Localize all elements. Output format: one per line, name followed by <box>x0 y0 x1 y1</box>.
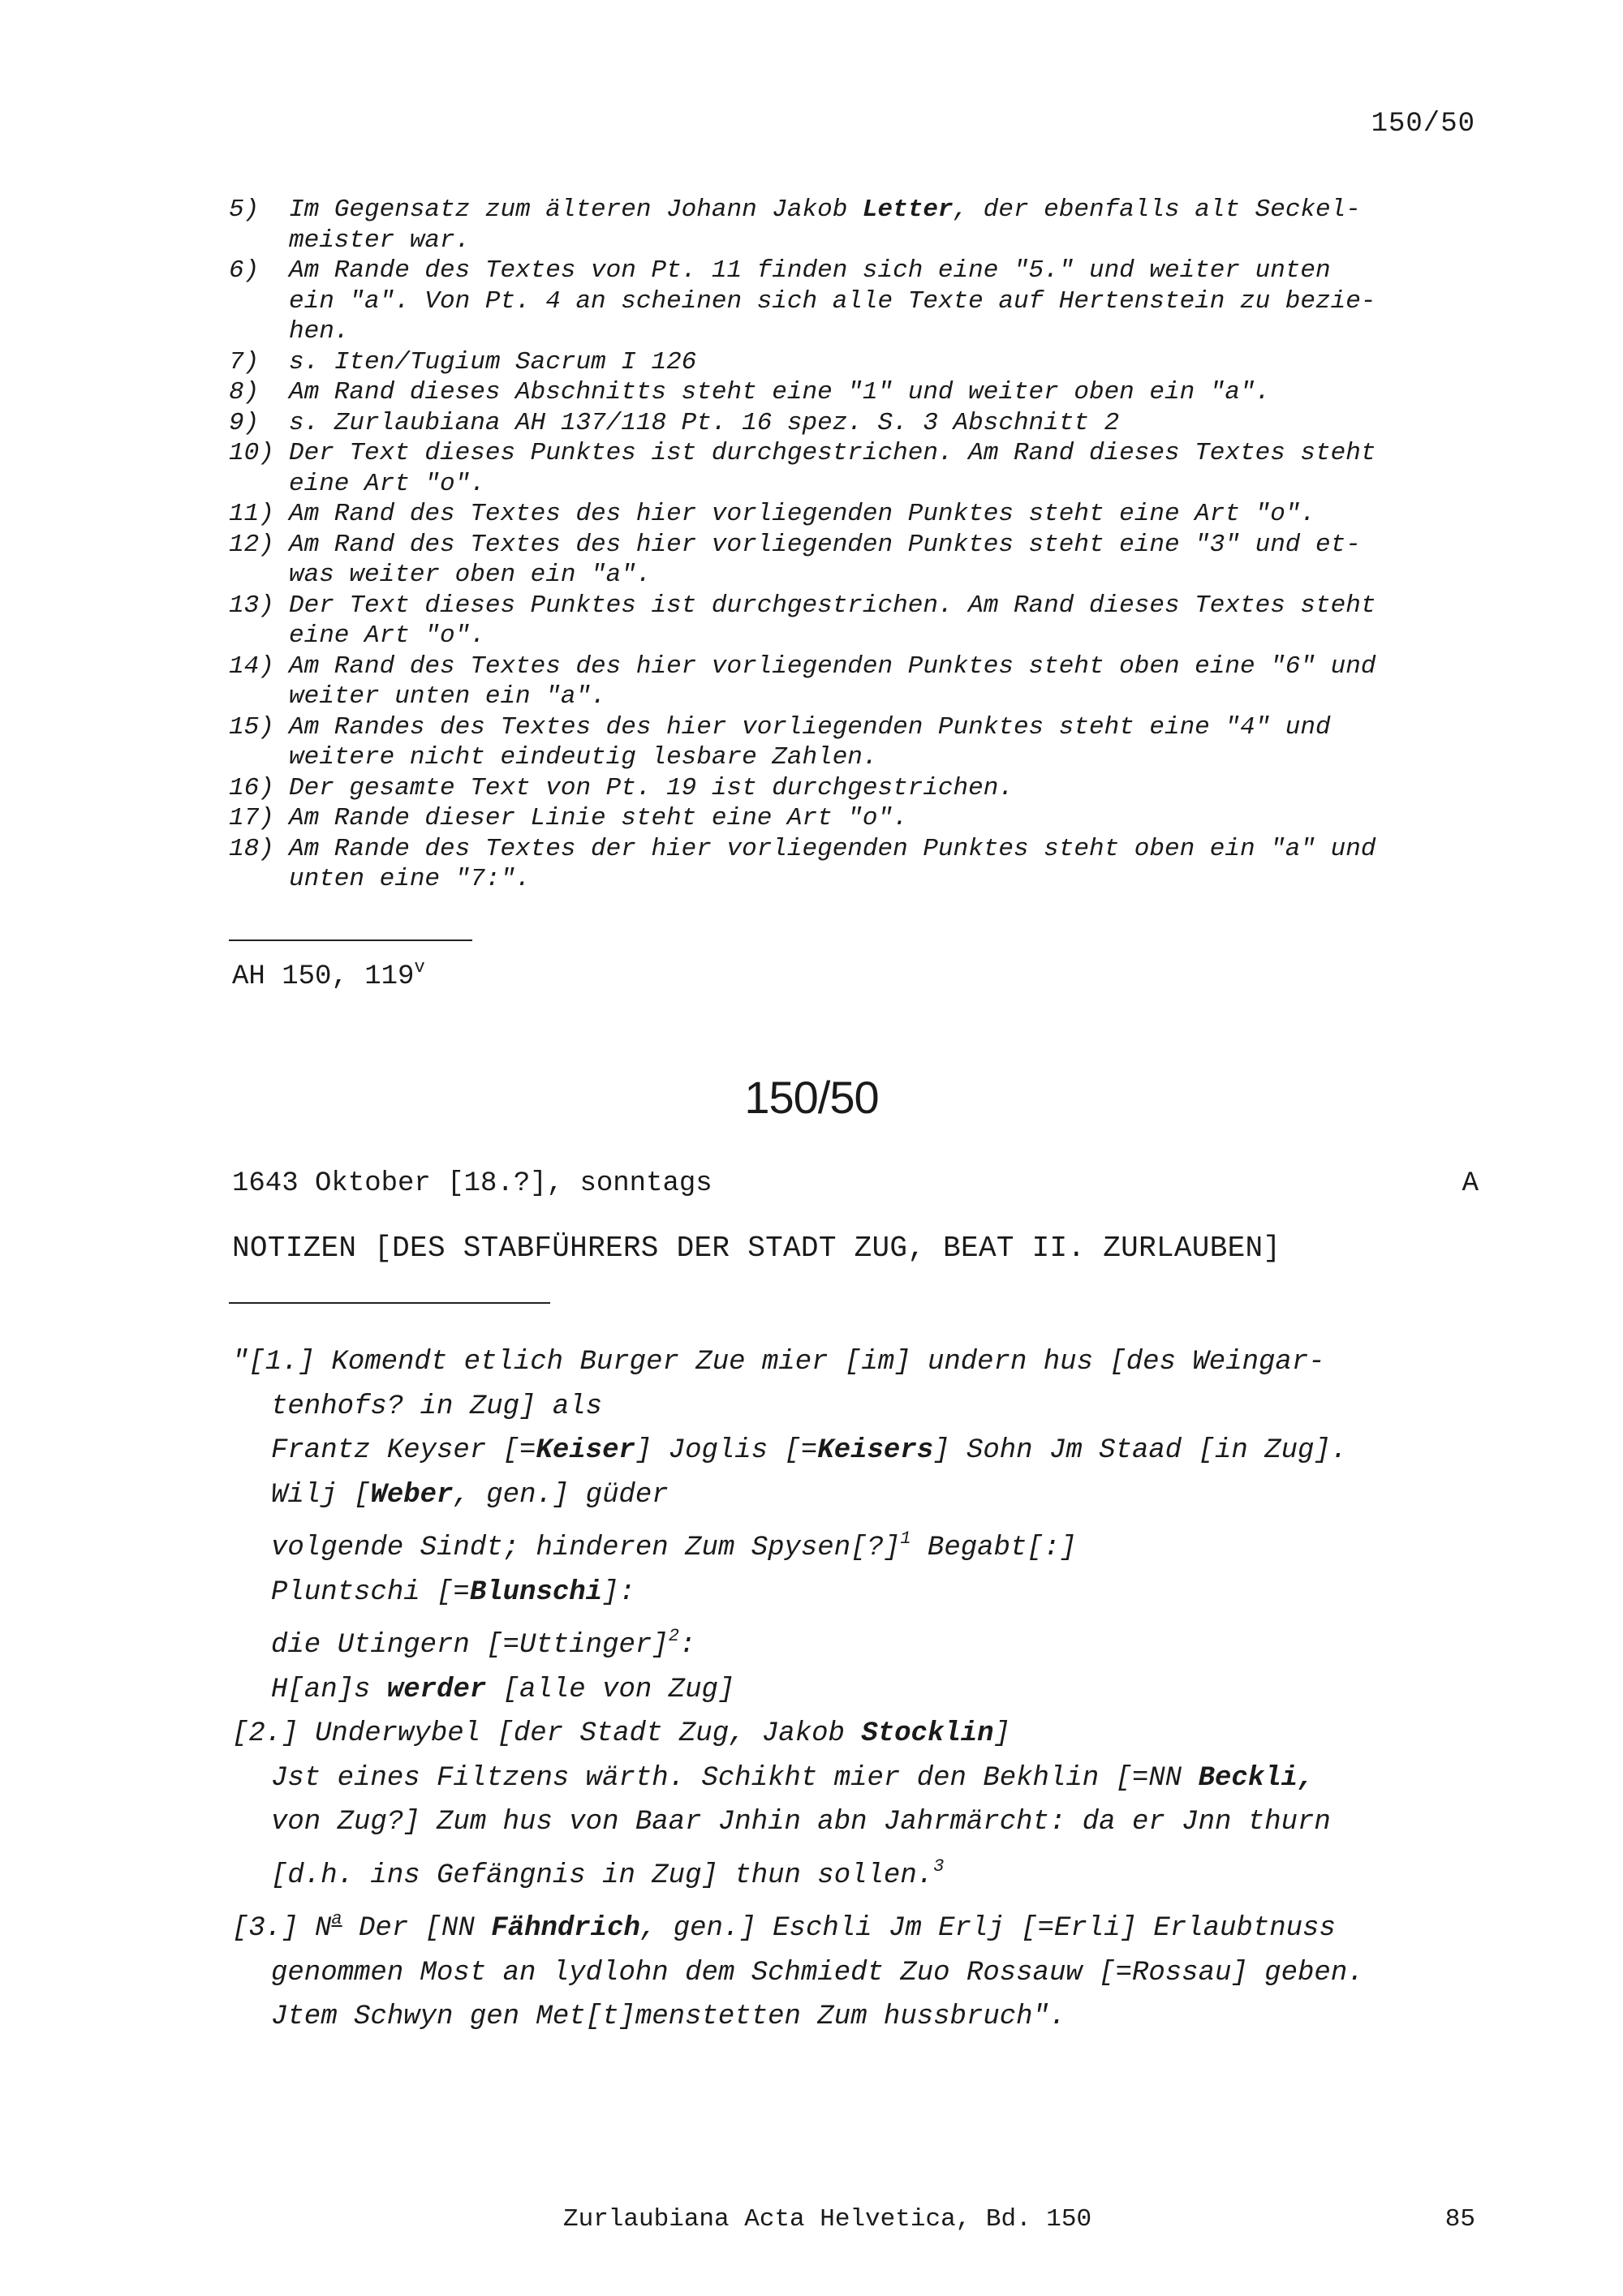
footnote-line <box>289 681 1479 712</box>
page-header-reference: 150/50 <box>1371 109 1475 140</box>
footnote-text <box>289 408 1479 439</box>
text-segment: die Utingern [=Uttinger] <box>271 1630 669 1661</box>
footnote-item <box>229 712 1479 773</box>
footnote-number: 13) <box>229 591 274 620</box>
footnote-item <box>229 408 1479 439</box>
transcript-line <box>232 1756 1490 1801</box>
transcript-line <box>232 1951 1490 1996</box>
text-segment: H[an]s <box>271 1674 387 1705</box>
footnote-item <box>229 834 1479 895</box>
text-segment: Am Rand des Textes des hier vorliegenden Punktes steht oben eine "6" und <box>289 651 1376 681</box>
footnote-item <box>229 438 1479 499</box>
footnote-line <box>289 377 1479 408</box>
text-segment: Der Text dieses Punktes ist durchgestrichen. Am Rand dieses Textes steht <box>289 439 1376 467</box>
footnote-text <box>289 803 1479 834</box>
transcript-line <box>232 1845 1490 1898</box>
text-segment: Am Rande des Textes von Pt. 11 finden sich eine "5." und weiter unten <box>289 256 1331 285</box>
text-segment: ] Sohn Jm Staad [in Zug]. <box>933 1435 1348 1466</box>
transcript-line <box>232 1712 1490 1756</box>
text-segment: was weiter oben ein "a". <box>289 561 652 589</box>
superscript: a <box>331 1909 342 1929</box>
footnote-line <box>289 621 1479 651</box>
text-segment: Der Text dieses Punktes ist durchgestrichen. Am Rand dieses Textes steht <box>289 591 1376 620</box>
text-segment: meister war. <box>289 226 471 255</box>
footnote-line <box>289 226 1479 256</box>
bold-name: Weber <box>370 1479 454 1511</box>
footer-page-number: 85 <box>1444 2205 1475 2234</box>
text-segment: "[1.] Komendt etlich Burger Zue mier [im] undern hus [des Weingar- <box>232 1347 1325 1378</box>
text-segment: eine Art "o". <box>289 469 485 498</box>
text-segment: , gen.] Eschli Jm Erlj [=Erli] Erlaubtnuss <box>639 1913 1336 1944</box>
footnote-line <box>289 408 1479 439</box>
text-segment: Jtem Schwyn gen Met[t]menstetten Zum hussbruch". <box>271 2001 1066 2032</box>
transcript-line <box>232 1517 1490 1571</box>
footnote-line <box>289 864 1479 895</box>
footnote-item <box>229 803 1479 834</box>
transcript-line <box>232 1429 1490 1473</box>
text-segment: genommen Most an lydlohn dem Schmiedt Zuo Rossauw [=Rossau] geben. <box>271 1957 1364 1989</box>
bold-name: werder <box>386 1674 487 1705</box>
footnote-line <box>289 712 1479 743</box>
footnote-line <box>289 742 1479 773</box>
text-segment: s. Iten/Tugium Sacrum I 126 <box>289 347 697 376</box>
footnote-text <box>289 712 1479 773</box>
text-segment: unten eine "7:". <box>289 865 531 893</box>
text-segment: Pluntschi [= <box>271 1576 470 1608</box>
source-reference <box>232 957 425 992</box>
bold-name: Fähndrich <box>491 1913 640 1944</box>
footnote-line <box>289 560 1479 591</box>
text-segment: Wilj [ <box>271 1479 371 1511</box>
title-separator-rule <box>229 1302 550 1304</box>
transcript-line <box>232 1385 1490 1430</box>
footnote-text <box>289 591 1479 651</box>
footnote-line <box>289 286 1479 317</box>
text-segment: Am Rande dieser Linie steht eine Art "o". <box>289 804 908 832</box>
footnote-number: 9) <box>229 408 260 437</box>
footnote-number: 10) <box>229 439 274 467</box>
footnote-number: 5) <box>229 196 260 224</box>
footnote-item <box>229 347 1479 378</box>
footnote-number: 14) <box>229 651 274 681</box>
footnotes-section <box>229 195 1479 895</box>
text-segment: [2.] Underwybel [der Stadt Zug, Jakob <box>232 1718 862 1749</box>
text-segment: Am Randes des Textes des hier vorliegenden Punktes steht eine "4" und <box>289 712 1331 742</box>
superscript: 3 <box>933 1855 945 1877</box>
footnote-number: 17) <box>229 804 274 832</box>
transcript-line <box>232 1340 1490 1385</box>
text-segment: s. Zurlaubiana AH 137/118 Pt. 16 spez. S. 3 Abschnitt 2 <box>289 408 1120 437</box>
footnote-item <box>229 195 1479 256</box>
text-segment: Am Rand des Textes des hier vorliegenden Punktes steht eine Art "o". <box>289 500 1316 528</box>
bold-name: Blunschi <box>469 1576 603 1608</box>
footnote-item <box>229 591 1479 651</box>
text-segment: Am Rand dieses Abschnitts steht eine "1" und weiter oben ein "a". <box>289 378 1271 406</box>
footnote-number: 16) <box>229 773 274 802</box>
source-reference-text: AH 150, 119 <box>232 961 415 992</box>
footnote-line <box>289 316 1479 347</box>
transcript-line <box>232 1571 1490 1615</box>
bold-name: Letter <box>862 196 954 224</box>
footnote-line <box>289 256 1479 286</box>
footnote-item <box>229 530 1479 591</box>
text-segment: ein "a". Von Pt. 4 an scheinen sich alle Texte auf Hertenstein zu bezie- <box>289 286 1376 316</box>
text-segment: Im Gegensatz zum älteren Johann Jakob <box>289 196 863 224</box>
text-segment: : <box>678 1630 696 1661</box>
text-segment: , der ebenfalls alt Seckel- <box>953 196 1361 224</box>
source-reference-superscript: v <box>414 957 425 978</box>
text-segment: weitere nicht eindeutig lesbare Zahlen. <box>289 743 878 772</box>
footnote-number: 8) <box>229 378 260 406</box>
footnote-number: 15) <box>229 712 274 742</box>
footnote-text <box>289 256 1479 347</box>
text-segment: eine Art "o". <box>289 621 485 650</box>
bold-name: Keisers <box>817 1435 934 1466</box>
superscript: 1 <box>900 1529 911 1549</box>
footnote-number: 12) <box>229 530 274 559</box>
transcript-line <box>232 1473 1490 1518</box>
text-segment: [d.h. ins Gefängnis in Zug] thun sollen. <box>271 1860 934 1891</box>
document-date: 1643 Oktober [18.?], sonntags <box>232 1168 712 1199</box>
footnote-text <box>289 530 1479 591</box>
footnote-line <box>289 469 1479 500</box>
footnote-line <box>289 834 1479 865</box>
transcript-line <box>232 1800 1490 1845</box>
text-segment: von Zug?] Zum hus von Baar Jnhin abn Jahrmärcht: da er Jnn thurn <box>271 1807 1331 1838</box>
document-title: NOTIZEN [DES STABFÜHRERS DER STADT ZUG, BEAT II. ZURLAUBEN] <box>232 1232 1281 1265</box>
footnote-text <box>289 651 1479 712</box>
footnote-item <box>229 256 1479 347</box>
document-date-line <box>232 1168 1479 1199</box>
footnote-text <box>289 773 1479 804</box>
bold-name: Stocklin <box>861 1718 994 1749</box>
footnote-line <box>289 347 1479 378</box>
document-marker: A <box>1462 1168 1479 1199</box>
footnote-number: 18) <box>229 834 274 863</box>
document-number: 150/50 <box>744 1072 879 1123</box>
transcript-line <box>232 1995 1490 2040</box>
footnote-line <box>289 651 1479 682</box>
footnote-text <box>289 834 1479 895</box>
text-segment: weiter unten ein "a". <box>289 682 606 711</box>
bold-name: Beckli, <box>1198 1762 1315 1794</box>
transcript-section <box>232 1340 1490 2040</box>
transcript-line <box>232 1668 1490 1713</box>
text-segment: Am Rand des Textes des hier vorliegenden Punktes steht eine "3" und et- <box>289 530 1361 559</box>
superscript: 2 <box>668 1626 679 1646</box>
footnote-line <box>289 591 1479 621</box>
text-segment: Frantz Keyser [= <box>271 1435 536 1466</box>
footnote-number: 7) <box>229 347 260 376</box>
text-segment: tenhofs? in Zug] als <box>271 1391 603 1422</box>
transcript-line <box>232 1615 1490 1668</box>
footnote-number: 11) <box>229 500 274 528</box>
footnote-line <box>289 195 1479 226</box>
footer-publication-title: Zurlaubiana Acta Helvetica, Bd. 150 <box>563 2205 1092 2234</box>
footnote-item <box>229 651 1479 712</box>
transcript-line <box>232 1898 1490 1951</box>
text-segment: Am Rande des Textes der hier vorliegenden Punktes steht oben ein "a" und <box>289 834 1376 863</box>
text-segment: Jst eines Filtzens wärth. Schikht mier den Bekhlin [=NN <box>271 1762 1199 1794</box>
text-segment: Der [NN <box>342 1913 492 1944</box>
footnote-line <box>289 499 1479 530</box>
text-segment: hen. <box>289 317 350 346</box>
footnote-text <box>289 499 1479 530</box>
footnote-text <box>289 438 1479 499</box>
footnote-text <box>289 377 1479 408</box>
footnote-line <box>289 530 1479 561</box>
footnote-line <box>289 803 1479 834</box>
text-segment: [3.] N <box>232 1913 332 1944</box>
text-segment: ] <box>993 1718 1010 1749</box>
footnote-separator-rule <box>229 939 472 941</box>
text-segment: ] Joglis [= <box>635 1435 818 1466</box>
text-segment: Begabt[:] <box>911 1533 1077 1563</box>
text-segment: volgende Sindt; hinderen Zum Spysen[?] <box>271 1533 901 1563</box>
footnote-number: 6) <box>229 256 260 285</box>
text-segment: , gen.] güder <box>453 1479 669 1511</box>
footnote-item <box>229 377 1479 408</box>
text-segment: [alle von Zug] <box>486 1674 735 1705</box>
bold-name: Keiser <box>536 1435 635 1466</box>
footnote-item <box>229 499 1479 530</box>
footnote-text <box>289 347 1479 378</box>
text-segment: ]: <box>602 1576 635 1608</box>
footnote-line <box>289 438 1479 469</box>
footnote-text <box>289 195 1479 256</box>
footnote-item <box>229 773 1479 804</box>
footnote-line <box>289 773 1479 804</box>
text-segment: Der gesamte Text von Pt. 19 ist durchgestrichen. <box>289 773 1014 802</box>
